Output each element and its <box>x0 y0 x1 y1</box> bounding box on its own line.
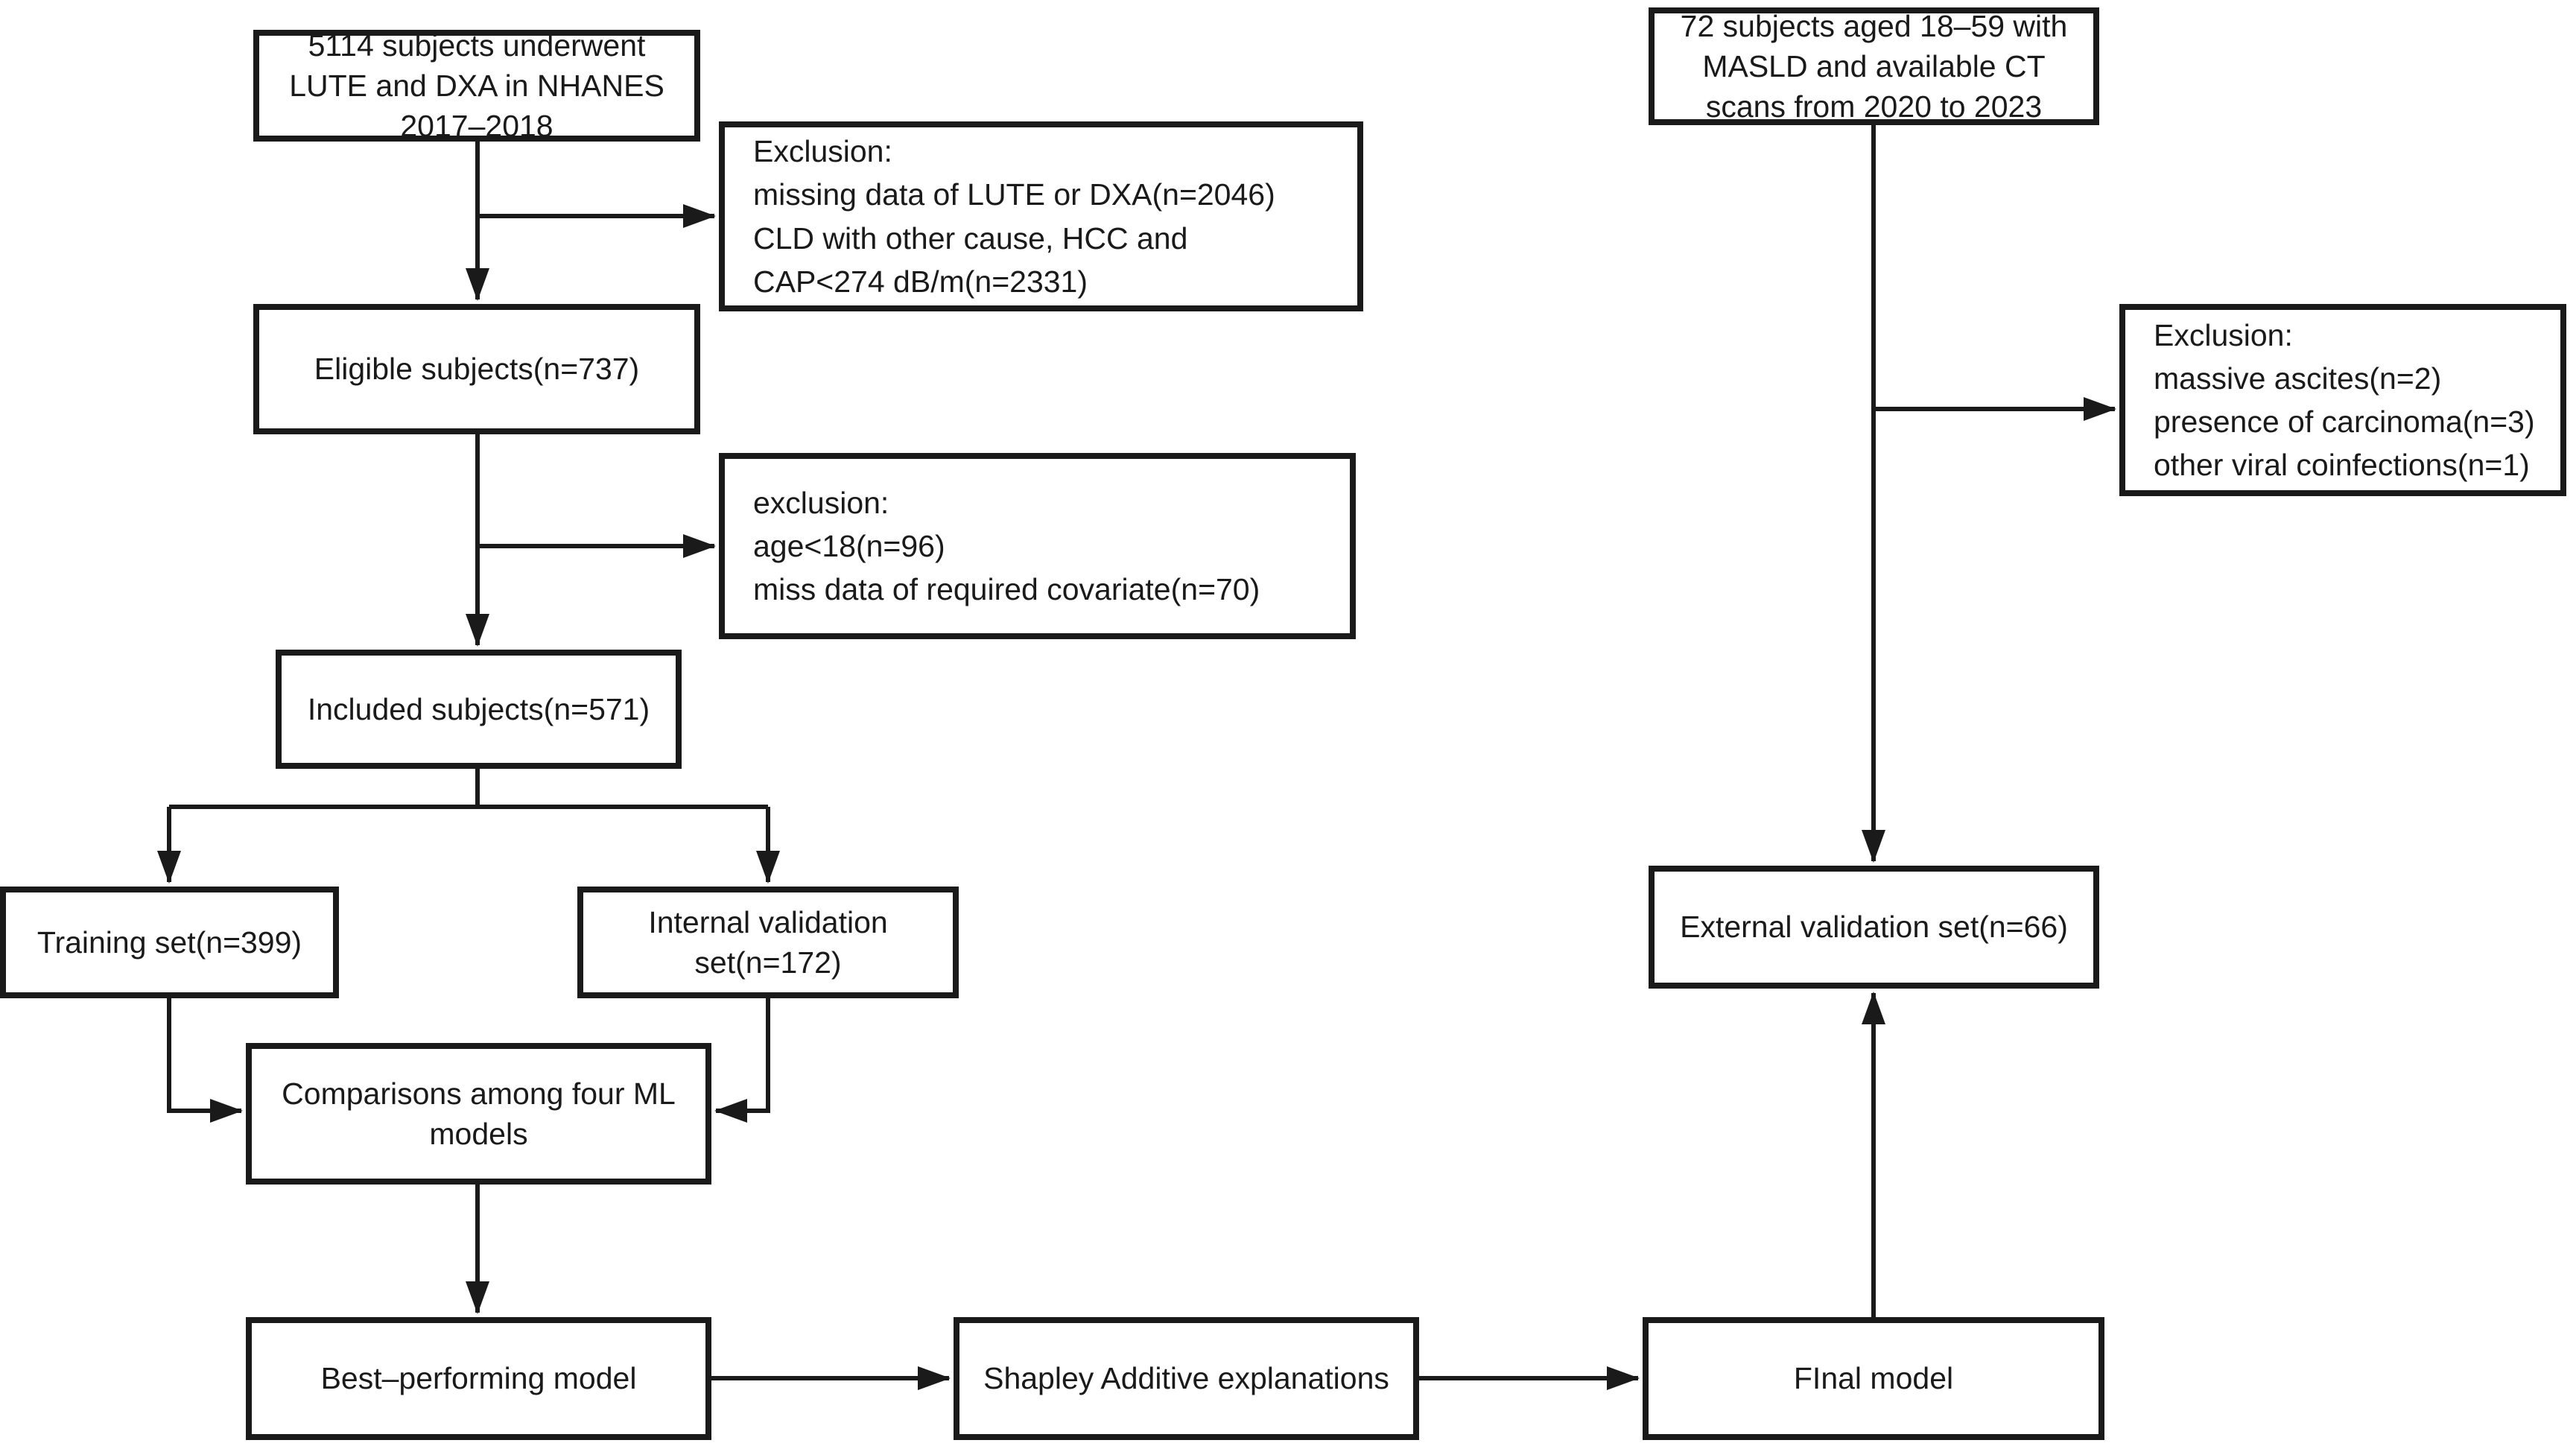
training-set-label: Training set(n=399) <box>37 925 302 960</box>
ml-comparisons-label: Comparisons among four ML models <box>282 1076 676 1151</box>
ct-cohort-label: 72 subjects aged 18–59 with MASLD and available CT scans from 2020 to 2023 <box>1680 8 2068 124</box>
final-model-label: FInal model <box>1793 1361 1954 1396</box>
internal-validation-set-label: Internal validation set(n=172) <box>648 904 888 980</box>
shapley-explanations-label: Shapley Additive explanations <box>983 1361 1389 1396</box>
box-shapley-explanations <box>954 1317 1419 1440</box>
included-subjects-label: Included subjects(n=571) <box>307 691 650 726</box>
box-nhanes-cohort <box>253 30 700 142</box>
arrow-internal-to-comparisons <box>716 998 768 1111</box>
box-eligible-subjects <box>253 304 700 434</box>
nhanes-cohort-label: 5114 subjects underwent LUTE and DXA in NHANES 2017–2018 <box>289 28 664 144</box>
best-performing-model-label: Best–performing model <box>320 1361 637 1396</box>
box-ml-comparisons <box>246 1043 711 1185</box>
box-exclusion-age-covariate <box>719 453 1356 639</box>
box-exclusion-ct <box>2119 304 2566 496</box>
box-external-validation-set <box>1649 866 2099 989</box>
exclusion-nhanes-label: Exclusion: missing data of LUTE or DXA(n=2046) CLD with other cause, HCC and CAP<274 dB/m(n=2331) <box>753 134 1275 299</box>
box-internal-validation-set <box>577 887 959 998</box>
box-final-model <box>1643 1317 2104 1440</box>
box-ct-cohort <box>1649 7 2099 125</box>
eligible-subjects-label: Eligible subjects(n=737) <box>314 352 640 387</box>
line-included-split <box>169 769 768 807</box>
external-validation-set-label: External validation set(n=66) <box>1680 910 2068 945</box>
box-included-subjects <box>276 650 682 769</box>
exclusion-age-covariate-label: exclusion: age<18(n=96) miss data of required covariate(n=70) <box>753 485 1260 607</box>
box-exclusion-nhanes <box>719 121 1363 311</box>
box-training-set <box>0 887 339 998</box>
box-best-performing-model <box>246 1317 711 1440</box>
exclusion-ct-label: Exclusion: massive ascites(n=2) presence of carcinoma(n=3) other viral coinfections(n=1) <box>2154 317 2535 483</box>
arrow-training-to-comparisons <box>169 998 241 1111</box>
